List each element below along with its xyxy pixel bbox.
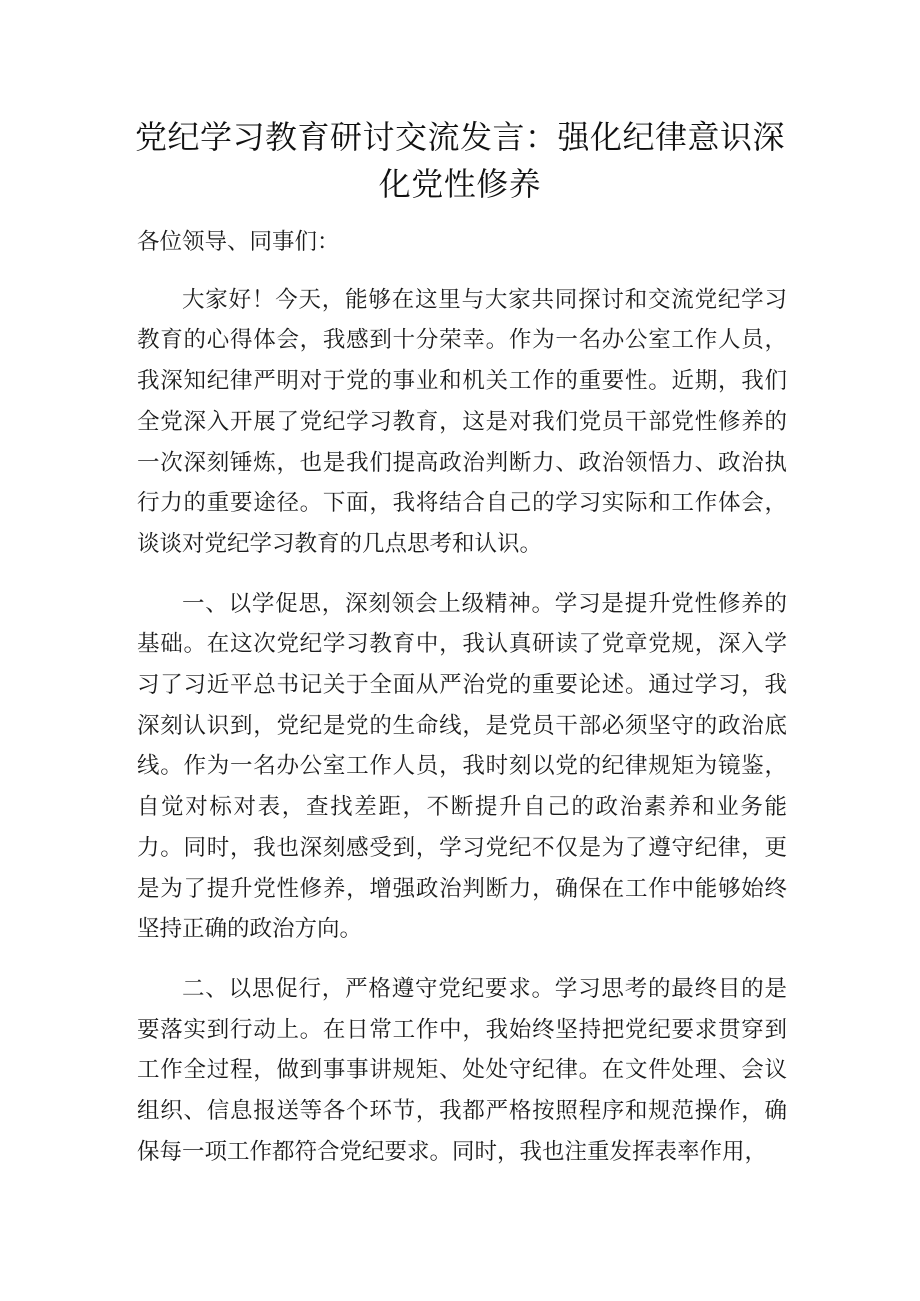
document-body (137, 222, 787, 1191)
paragraph-intro: 大家好！今天，能够在这里与大家共同探讨和交流党纪学习教育的心得体会，我感到十分荣幸。作为一名办公室工作人员，我深知纪律严明对于党的事业和机关工作的重要性。近期，我们全党深入开展了党纪学习教育，这是对我们党员干部党性修养的一次深刻锤炼，也是我们提高政治判断力、政治领悟力、政治执行力的重要途径。下面，我将结合自己的学习实际和工作体会，谈谈对党纪学习教育的几点思考和认识。 (137, 286, 787, 557)
document-title: 党纪学习教育研讨交流发言：强化纪律意识深化党性修养 (134, 118, 785, 203)
paragraph-section-one: 一、以学促思，深刻领会上级精神。学习是提升党性修养的基础。在这次党纪学习教育中，我认真研读了党章党规，深入学习了习近平总书记关于全面从严治党的重要论述。通过学习，我深刻认识到，党纪是党的生命线，是党员干部必须坚守的政治底线。作为一名办公室工作人员，我时刻以党的纪律规矩为镜鉴，自觉对标对表，查找差距，不断提升自己的政治素养和业务能力。同时，我也深刻感受到，学习党纪不仅是为了遵守纪律，更是为了提升党性修养，增强政治判断力，确保在工作中能够始终坚持正确的政治方向。 (137, 590, 787, 943)
salutation: 各位领导、同事们： (137, 229, 340, 255)
paragraph-section-two: 二、以思促行，严格遵守党纪要求。学习思考的最终目的是要落实到行动上。在日常工作中，我始终坚持把党纪要求贯穿到工作全过程，做到事事讲规矩、处处守纪律。在文件处理、会议组织、信息报送等各个环节，我都严格按照程序和规范操作，确保每一项工作都符合党纪要求。同时，我也注重发挥表率作用， (137, 975, 787, 1165)
